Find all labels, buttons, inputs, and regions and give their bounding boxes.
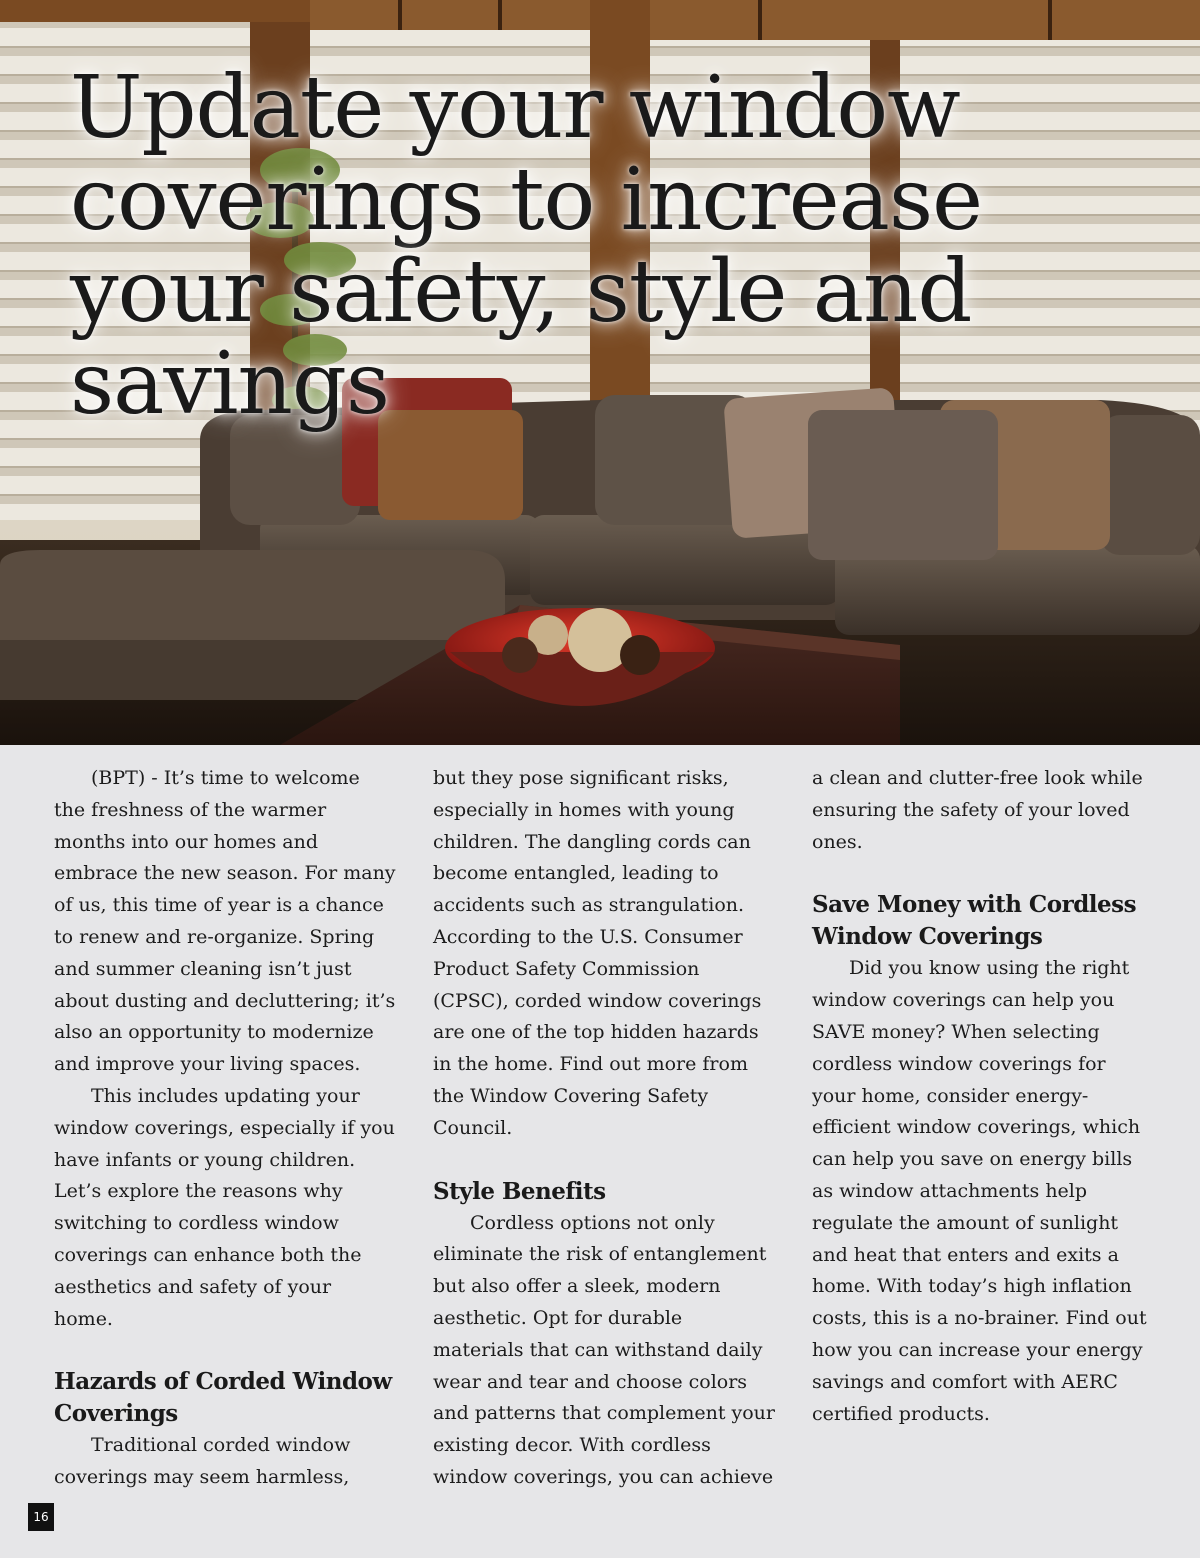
column-3 (812, 763, 1154, 1503)
article-headline: Update your window coverings to increase your safety, style and savings (70, 58, 982, 434)
paragraph: This includes updating your window coverings, especially if you have infants or young children. Let’s explore the reasons why switching to cordless window coverings can enhance both the aesthetics and safety of your home. (54, 1084, 395, 1330)
section-heading: Hazards of Corded Window Coverings (54, 1368, 392, 1428)
hero-photo (0, 0, 1200, 745)
paragraph: a clean and clutter-free look while ensuring the safety of your loved ones. (812, 767, 1143, 853)
column-2 (433, 763, 775, 1503)
paragraph: (BPT) - It’s time to welcome the freshness of the warmer months into our homes and embrace the new season. For many of us, this time of year is a chance to renew and re-organize. Spring and summer cleaning isn’t just about dusting and decluttering; it’s also an opportunity to modernize and improve your living spaces. (54, 767, 396, 1076)
section-heading: Save Money with Cordless Window Coverings (812, 891, 1137, 951)
paragraph: but they pose significant risks, especially in homes with young children. The dangling cords can become entangled, leading to accidents such as strangulation. According to the U.S. Consumer Product Safety Commission (CPSC), corded window coverings are one of the top hidden hazards in the home. Find out more from the Window Covering Safety Council. (433, 767, 762, 1139)
column-1 (54, 763, 396, 1503)
page-number: 16 (28, 1503, 54, 1531)
article-body (54, 763, 1154, 1503)
paragraph: Traditional corded window coverings may seem harmless, (54, 1434, 351, 1489)
section-heading: Style Benefits (433, 1177, 606, 1205)
paragraph: Cordless options not only eliminate the risk of entanglement but also offer a sleek, modern aesthetic. Opt for durable materials that can withstand daily wear and tear and choose colors and patterns that complement your existing decor. With cordless window coverings, you can achieve (433, 1211, 775, 1488)
paragraph: Did you know using the right window coverings can help you SAVE money? When selecting cordless window coverings for your home, consider energy-efficient window coverings, which can help you save on energy bills as window attachments help regulate the amount of sunlight and heat that enters and exits a home. With today’s high inflation costs, this is a no-brainer. Find out how you can increase your energy savings and comfort with AERC certified products. (812, 957, 1147, 1425)
